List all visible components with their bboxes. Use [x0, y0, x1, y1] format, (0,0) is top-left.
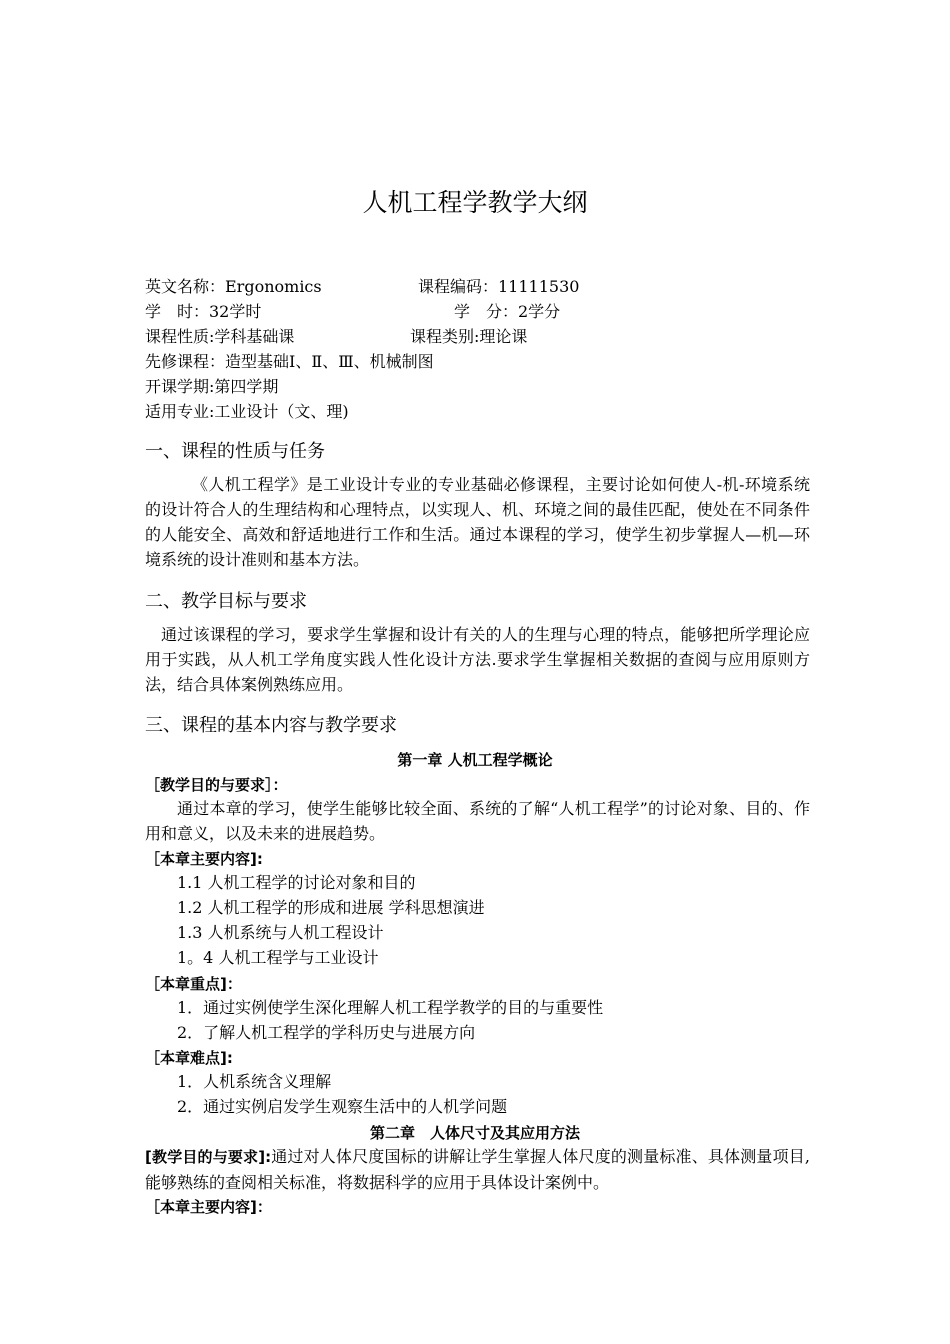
page-title: 人机工程学教学大纲	[362, 188, 588, 217]
chapter-1-difficulty-label: ［本章难点]:	[145, 1049, 233, 1067]
content-item: 1。4 人机工程学与工业设计	[177, 948, 379, 967]
chapter-1-goal-label: ［教学目的与要求］：	[145, 776, 288, 794]
content-item: 1.3 人机系统与人机工程设计	[177, 923, 384, 942]
chapter-1-key-label: ［本章重点]：	[145, 975, 242, 993]
chapter-2-goal-label: [教学目的与要求]:	[145, 1148, 272, 1166]
chapter-1-goal-text: 通过本章的学习，使学生能够比较全面、系统的了解“人机工程学”的讨论对象、目的、作用和意义，以及未来的进展趋势。	[145, 799, 810, 843]
prerequisites: 先修课程：造型基础Ⅰ、Ⅱ、Ⅲ、机械制图	[145, 352, 434, 371]
chapter-2-goal	[145, 1144, 810, 1195]
course-category: 课程类别:理论课	[410, 327, 528, 346]
chapter-2-goal-text: 通过对人体尺度国标的讲解让学生掌握人体尺度的测量标准、具体测量项目,能够熟练的查阅相关标准，将数据科学的应用于具体设计案例中。	[145, 1147, 810, 1192]
english-name: 英文名称：Ergonomics	[145, 277, 322, 296]
content-item: 1.1 人机工程学的讨论对象和目的	[177, 873, 416, 892]
course-code: 课程编码：11111530	[418, 277, 580, 296]
section-1-text: 《人机工程学》是工业设计专业的专业基础必修课程，主要讨论如何使人-机-环境系统的设计符合人的生理结构和心理特点，以实现人、机、环境之间的最佳匹配，使处在不同条件的人能安全、高效和舒适地进行工作和生活。通过本课程的学习，使学生初步掌握人—机—环境系统的设计准则和基本方法。	[145, 475, 810, 569]
section-2-heading: 二、教学目标与要求	[145, 591, 307, 612]
key-item: 2．了解人机工程学的学科历史与进展方向	[177, 1023, 476, 1042]
difficulty-item: 1．人机系统含义理解	[177, 1072, 332, 1091]
semester: 开课学期:第四学期	[145, 377, 279, 396]
chapter-1-title: 第一章 人机工程学概论	[397, 751, 553, 769]
difficulty-item: 2．通过实例启发学生观察生活中的人机学问题	[177, 1097, 508, 1116]
content-item: 1.2 人机工程学的形成和进展 学科思想演进	[177, 898, 485, 917]
chapter-2-content-label: ［本章主要内容]：	[145, 1198, 272, 1216]
section-2-text: 通过该课程的学习，要求学生掌握和设计有关的人的生理与心理的特点，能够把所学理论应用于实践，从人机工学角度实践人性化设计方法.要求学生掌握相关数据的查阅与应用原则方法，结合具体案例熟练应用。	[145, 625, 810, 694]
chapter-2-title: 第二章 人体尺寸及其应用方法	[369, 1124, 580, 1142]
course-nature: 课程性质:学科基础课	[145, 327, 295, 346]
section-1-heading: 一、课程的性质与任务	[145, 441, 325, 462]
course-credits: 学 分：2学分	[454, 302, 561, 321]
section-3-heading: 三、课程的基本内容与教学要求	[145, 715, 397, 736]
chapter-1-content-label: ［本章主要内容]:	[145, 850, 263, 868]
applicable-majors: 适用专业:工业设计（文、理)	[145, 402, 349, 421]
key-item: 1．通过实例使学生深化理解人机工程学教学的目的与重要性	[177, 998, 604, 1017]
course-hours: 学 时：32学时	[145, 302, 262, 321]
